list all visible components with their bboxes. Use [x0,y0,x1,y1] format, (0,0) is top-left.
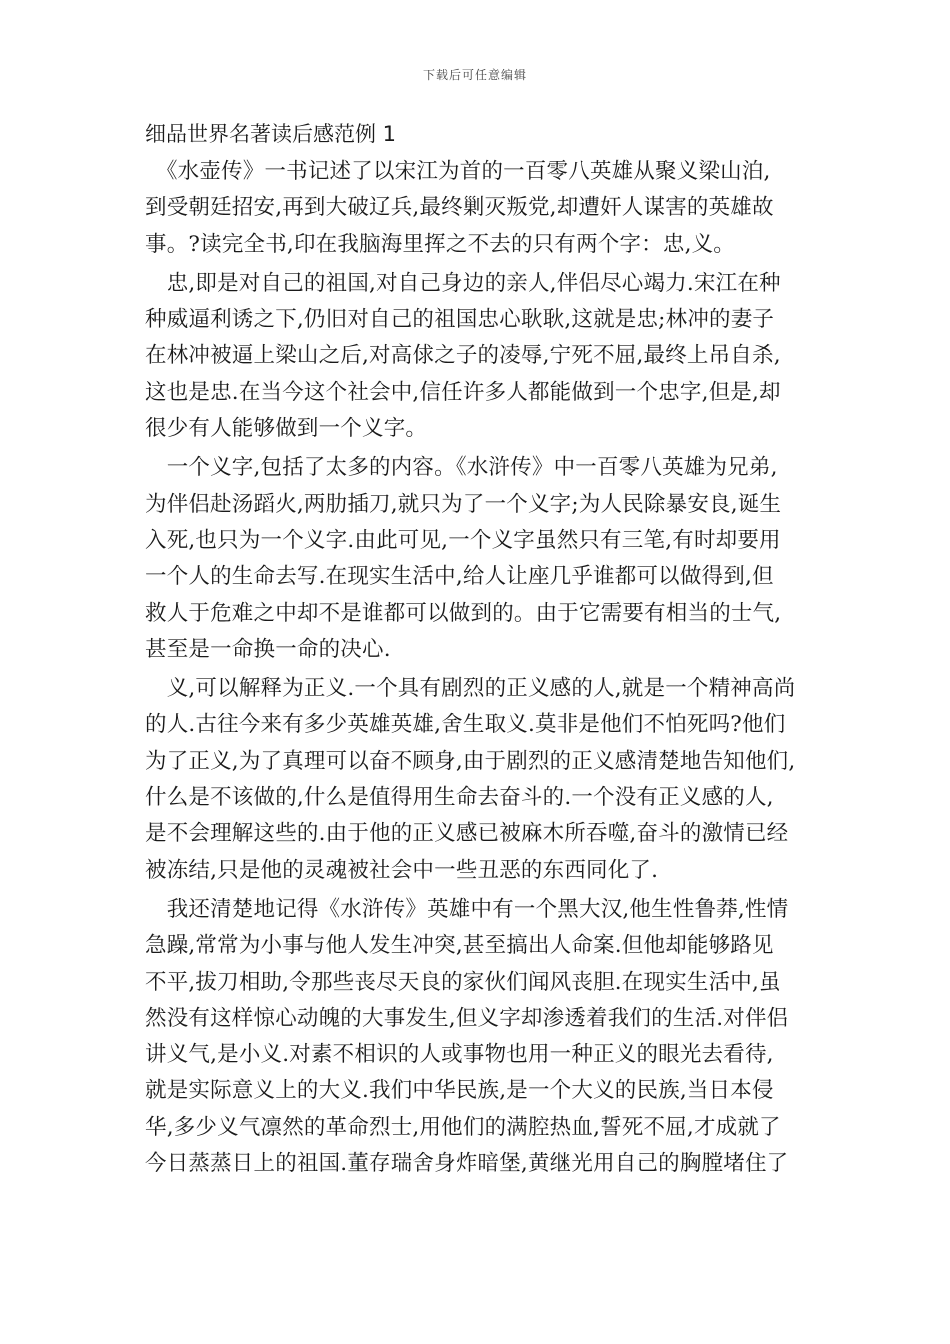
text-line: 到受朝廷招安,再到大破辽兵,最终剿灭叛党,却遭奸人谋害的英雄故 [145,195,774,221]
text-line: 在林冲被逼上梁山之后,对高俅之子的凌辱,宁死不屈,最终上吊自杀, [145,343,781,369]
text-line: 很少有人能够做到一个义字。 [145,416,428,442]
text-line: 这也是忠.在当今这个社会中,信任许多人都能做到一个忠字,但是,却 [145,379,781,405]
text-line: 一个义字,包括了太多的内容。《水浒传》中一百零八英雄为兄弟, [145,455,778,481]
text-line: 讲义气,是小义.对素不相识的人或事物也用一种正义的眼光去看待, [145,1042,774,1068]
document-title: 细品世界名著读后感范例 1 [145,122,397,146]
paragraph-1 [145,154,810,263]
text-line: 我还清楚地记得《水浒传》英雄中有一个黑大汉,他生性鲁莽,性情 [145,896,789,922]
text-line: 义,可以解释为正义.一个具有剧烈的正义感的人,就是一个精神高尚 [145,676,796,702]
text-line: 急躁,常常为小事与他人发生冲突,甚至搞出人命案.但他却能够路见 [145,933,774,959]
text-line: 甚至是一命换一命的决心. [145,636,391,662]
text-line: 为伴侣赴汤蹈火,两肋插刀,就只为了一个义字;为人民除暴安良,诞生 [145,491,782,517]
document-body [145,114,810,1182]
text-line: 然没有这样惊心动魄的大事发生,但义字却渗透着我们的生活.对伴侣 [145,1005,789,1031]
text-line: 就是实际意义上的大义.我们中华民族,是一个大义的民族,当日本侵 [145,1078,774,1104]
paragraph-3 [145,450,810,668]
page-header: 下载后可任意编辑 [422,68,527,82]
paragraph-2 [145,266,810,447]
text-line: 救人于危难之中却不是谁都可以做到的。由于它需要有相当的士气, [145,600,782,626]
text-line: 《水壶传》一书记述了以宋江为首的一百零八英雄从聚义梁山泊, [145,159,771,184]
text-line: 事。?读完全书,印在我脑海里挥之不去的只有两个字：忠,义。 [145,231,735,257]
text-line: 忠,即是对自己的祖国,对自己身边的亲人,伴侣尽心竭力.宋江在种 [145,270,781,296]
paragraph-5 [145,892,810,1182]
text-line: 一个人的生命去写.在现实生活中,给人让座几乎谁都可以做得到,但 [145,564,774,590]
text-line: 种威逼利诱之下,仍旧对自己的祖国忠心耿耿,这就是忠;林冲的妻子 [145,307,775,333]
text-line: 华,多少义气凛然的革命烈士,用他们的满腔热血,誓死不屈,才成就了 [145,1114,781,1140]
text-line: 今日蒸蒸日上的祖国.董存瑞舍身炸暗堡,黄继光用自己的胸膛堵住了 [145,1151,789,1177]
text-line: 不平,拔刀相助,令那些丧尽天良的家伙们闻风丧胆.在现实生活中,虽 [145,969,781,995]
text-line: 的人.古往今来有多少英雄英雄,舍生取义.莫非是他们不怕死吗?他们 [145,712,786,738]
text-line: 入死,也只为一个义字.由此可见,一个义字虽然只有三笔,有时却要用 [145,527,781,553]
text-line: 为了正义,为了真理可以奋不顾身,由于剧烈的正义感清楚地告知他们, [145,748,796,774]
text-line: 什么是不该做的,什么是值得用生命去奋斗的.一个没有正义感的人, [145,785,774,811]
paragraph-4 [145,671,810,889]
text-line: 被冻结,只是他的灵魂被社会中一些丑恶的东西同化了. [145,857,659,883]
text-line: 是不会理解这些的.由于他的正义感已被麻木所吞噬,奋斗的激情已经 [145,821,789,847]
